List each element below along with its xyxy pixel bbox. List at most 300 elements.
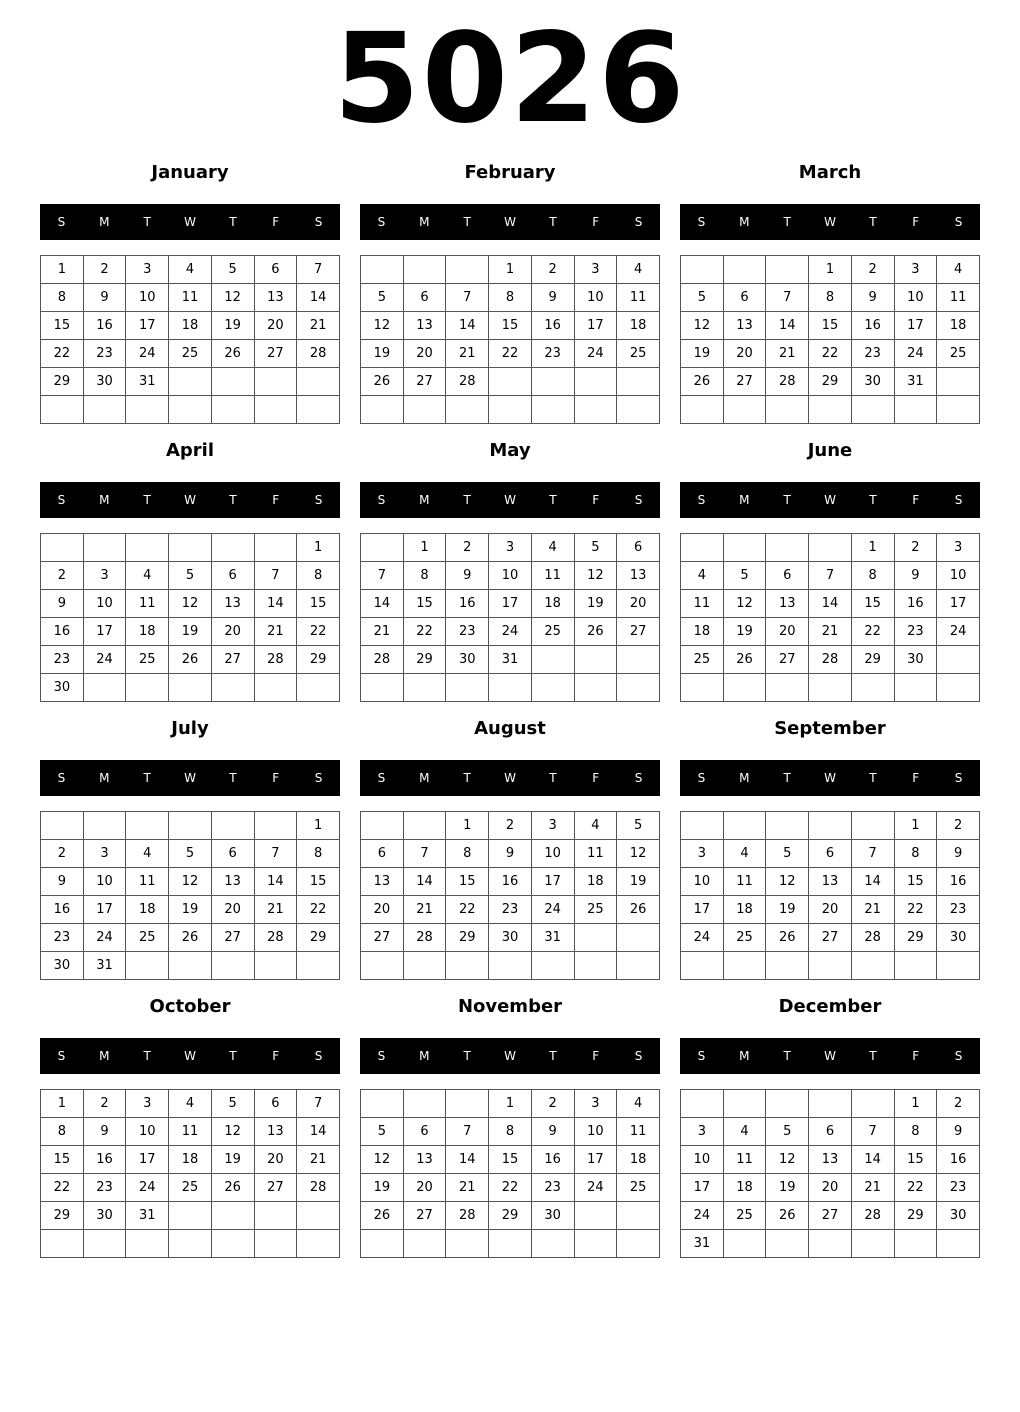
day-cell: 27 — [403, 1202, 446, 1230]
day-cell — [126, 812, 169, 840]
day-cell: 8 — [403, 562, 446, 590]
day-cell: 8 — [851, 562, 894, 590]
weekday-label: S — [954, 493, 963, 507]
day-cell: 14 — [297, 1118, 340, 1146]
day-cell: 22 — [894, 1174, 937, 1202]
day-cell: 17 — [126, 1146, 169, 1174]
week-row — [361, 1090, 660, 1118]
day-cell: 8 — [809, 284, 852, 312]
week-row — [681, 1146, 980, 1174]
day-cell: 11 — [723, 868, 766, 896]
week-row — [361, 590, 660, 618]
week-row — [41, 674, 340, 702]
day-cell — [254, 396, 297, 424]
day-cell — [211, 1230, 254, 1258]
day-cell — [169, 1202, 212, 1230]
day-grid — [360, 1089, 660, 1258]
day-cell: 30 — [851, 368, 894, 396]
day-cell: 17 — [894, 312, 937, 340]
day-cell: 29 — [809, 368, 852, 396]
day-cell — [297, 1202, 340, 1230]
weekday-label: F — [592, 771, 600, 785]
day-cell — [766, 1230, 809, 1258]
weekday-label: F — [912, 1049, 920, 1063]
weekday-label: S — [314, 1049, 323, 1063]
day-cell: 8 — [489, 1118, 532, 1146]
day-cell — [723, 1230, 766, 1258]
day-cell: 30 — [41, 952, 84, 980]
day-cell: 9 — [41, 590, 84, 618]
day-cell: 20 — [766, 618, 809, 646]
day-cell: 25 — [681, 646, 724, 674]
day-cell: 13 — [403, 312, 446, 340]
day-cell: 5 — [169, 840, 212, 868]
day-cell — [809, 1090, 852, 1118]
day-cell: 24 — [83, 646, 126, 674]
day-cell: 27 — [361, 924, 404, 952]
weekday-label: W — [184, 1049, 196, 1063]
day-cell: 9 — [83, 1118, 126, 1146]
weekday-header — [360, 482, 660, 518]
day-cell: 17 — [531, 868, 574, 896]
day-cell: 7 — [297, 256, 340, 284]
day-cell: 9 — [531, 284, 574, 312]
day-cell: 8 — [489, 284, 532, 312]
day-cell — [403, 396, 446, 424]
day-cell: 10 — [83, 868, 126, 896]
day-cell: 18 — [126, 896, 169, 924]
day-cell: 5 — [574, 534, 617, 562]
week-row — [41, 812, 340, 840]
month-name: March — [798, 162, 862, 183]
day-cell: 7 — [446, 1118, 489, 1146]
day-cell: 6 — [766, 562, 809, 590]
day-cell: 30 — [489, 924, 532, 952]
day-grid — [40, 533, 340, 702]
day-cell: 25 — [531, 618, 574, 646]
day-cell: 21 — [809, 618, 852, 646]
weekday-label: W — [184, 493, 196, 507]
weekday-label: F — [912, 771, 920, 785]
month-name: September — [774, 718, 886, 739]
day-cell: 14 — [851, 868, 894, 896]
day-cell: 28 — [766, 368, 809, 396]
day-cell: 10 — [574, 1118, 617, 1146]
day-cell: 12 — [617, 840, 660, 868]
day-cell: 27 — [723, 368, 766, 396]
day-cell — [254, 1230, 297, 1258]
week-row — [361, 1202, 660, 1230]
week-row — [681, 840, 980, 868]
day-cell: 14 — [361, 590, 404, 618]
day-cell: 15 — [894, 1146, 937, 1174]
day-cell: 3 — [681, 840, 724, 868]
day-cell — [169, 674, 212, 702]
day-cell — [681, 534, 724, 562]
day-grid — [360, 533, 660, 702]
day-cell — [531, 646, 574, 674]
day-cell — [41, 396, 84, 424]
week-row — [681, 256, 980, 284]
week-row — [681, 590, 980, 618]
day-cell — [681, 952, 724, 980]
day-cell: 22 — [489, 340, 532, 368]
weekday-label: S — [314, 215, 323, 229]
day-cell: 22 — [894, 896, 937, 924]
day-cell: 21 — [297, 312, 340, 340]
day-cell — [446, 952, 489, 980]
day-cell: 28 — [809, 646, 852, 674]
day-cell: 22 — [41, 1174, 84, 1202]
day-cell: 5 — [617, 812, 660, 840]
day-cell: 28 — [446, 1202, 489, 1230]
day-cell: 17 — [574, 1146, 617, 1174]
week-row — [361, 1118, 660, 1146]
day-cell: 14 — [851, 1146, 894, 1174]
day-cell: 26 — [617, 896, 660, 924]
day-cell: 10 — [126, 1118, 169, 1146]
day-cell: 20 — [809, 1174, 852, 1202]
day-cell: 12 — [169, 590, 212, 618]
day-cell: 9 — [446, 562, 489, 590]
weekday-label: W — [824, 771, 836, 785]
week-row — [681, 340, 980, 368]
day-cell — [723, 1090, 766, 1118]
week-row — [41, 1146, 340, 1174]
weekday-label: S — [697, 771, 706, 785]
day-cell: 27 — [403, 368, 446, 396]
day-cell: 11 — [723, 1146, 766, 1174]
day-cell — [446, 256, 489, 284]
day-cell — [574, 1230, 617, 1258]
day-cell — [766, 952, 809, 980]
day-cell: 17 — [574, 312, 617, 340]
week-row — [41, 312, 340, 340]
day-cell: 23 — [446, 618, 489, 646]
day-cell: 9 — [937, 1118, 980, 1146]
day-cell: 19 — [766, 1174, 809, 1202]
weekday-label: S — [634, 771, 643, 785]
day-cell — [851, 674, 894, 702]
day-cell — [937, 952, 980, 980]
day-cell: 29 — [894, 924, 937, 952]
month-name: October — [149, 996, 231, 1017]
day-cell: 21 — [851, 896, 894, 924]
day-cell — [41, 534, 84, 562]
day-cell — [937, 646, 980, 674]
day-cell — [361, 256, 404, 284]
week-row — [681, 562, 980, 590]
day-cell: 13 — [617, 562, 660, 590]
week-row — [361, 674, 660, 702]
week-row — [361, 924, 660, 952]
day-cell: 18 — [681, 618, 724, 646]
day-cell — [723, 534, 766, 562]
week-row — [41, 618, 340, 646]
day-cell: 19 — [211, 312, 254, 340]
day-cell: 7 — [446, 284, 489, 312]
day-cell: 19 — [169, 896, 212, 924]
day-cell: 16 — [531, 1146, 574, 1174]
day-cell: 3 — [83, 562, 126, 590]
day-cell: 2 — [531, 1090, 574, 1118]
day-cell: 12 — [723, 590, 766, 618]
day-cell: 11 — [169, 284, 212, 312]
day-cell: 12 — [766, 868, 809, 896]
weekday-header — [40, 760, 340, 796]
day-cell: 14 — [297, 284, 340, 312]
weekday-label: S — [57, 215, 66, 229]
day-cell — [254, 534, 297, 562]
day-cell: 18 — [169, 1146, 212, 1174]
day-cell: 19 — [766, 896, 809, 924]
day-cell — [809, 952, 852, 980]
day-cell: 21 — [766, 340, 809, 368]
day-cell: 19 — [723, 618, 766, 646]
day-cell: 15 — [297, 868, 340, 896]
day-cell: 22 — [809, 340, 852, 368]
weekday-label: F — [272, 215, 280, 229]
day-cell: 2 — [41, 840, 84, 868]
day-cell: 25 — [126, 924, 169, 952]
day-cell — [851, 952, 894, 980]
day-cell: 6 — [809, 1118, 852, 1146]
day-cell: 27 — [617, 618, 660, 646]
weekday-label: W — [504, 771, 516, 785]
weekday-label: T — [229, 215, 237, 229]
day-grid — [680, 811, 980, 980]
week-row — [41, 590, 340, 618]
day-cell: 23 — [531, 1174, 574, 1202]
day-cell — [361, 1090, 404, 1118]
day-cell: 25 — [126, 646, 169, 674]
weekday-label: M — [99, 1049, 110, 1063]
day-cell: 11 — [126, 868, 169, 896]
weekday-label: F — [592, 215, 600, 229]
day-cell: 11 — [617, 284, 660, 312]
weekday-label: W — [824, 215, 836, 229]
day-cell: 17 — [83, 618, 126, 646]
week-row — [361, 840, 660, 868]
day-cell: 15 — [809, 312, 852, 340]
day-cell: 25 — [723, 1202, 766, 1230]
day-cell — [766, 256, 809, 284]
week-row — [361, 256, 660, 284]
day-cell: 13 — [254, 1118, 297, 1146]
day-cell: 3 — [937, 534, 980, 562]
day-cell: 16 — [41, 618, 84, 646]
week-row — [681, 1230, 980, 1258]
week-row — [361, 312, 660, 340]
weekday-label: S — [377, 493, 386, 507]
day-cell: 17 — [681, 1174, 724, 1202]
day-cell: 24 — [681, 924, 724, 952]
day-cell: 4 — [531, 534, 574, 562]
day-cell: 23 — [41, 646, 84, 674]
weekday-header — [360, 760, 660, 796]
day-cell — [83, 396, 126, 424]
weekday-label: M — [99, 493, 110, 507]
week-row — [361, 340, 660, 368]
day-cell: 13 — [211, 590, 254, 618]
week-row — [681, 812, 980, 840]
day-cell: 20 — [211, 896, 254, 924]
day-cell — [894, 396, 937, 424]
weekday-label: M — [99, 771, 110, 785]
day-cell: 11 — [169, 1118, 212, 1146]
day-cell: 25 — [617, 1174, 660, 1202]
day-cell — [617, 368, 660, 396]
day-cell: 31 — [126, 368, 169, 396]
day-cell: 7 — [254, 562, 297, 590]
day-cell: 21 — [446, 340, 489, 368]
day-cell: 11 — [937, 284, 980, 312]
day-cell: 1 — [41, 1090, 84, 1118]
day-cell: 7 — [851, 1118, 894, 1146]
day-cell — [937, 1230, 980, 1258]
day-cell: 26 — [574, 618, 617, 646]
day-cell: 10 — [894, 284, 937, 312]
day-cell: 26 — [361, 368, 404, 396]
day-cell: 26 — [681, 368, 724, 396]
day-cell: 11 — [574, 840, 617, 868]
weekday-header — [680, 1038, 980, 1074]
day-cell: 9 — [83, 284, 126, 312]
day-cell: 5 — [723, 562, 766, 590]
day-cell — [574, 368, 617, 396]
day-cell: 14 — [254, 590, 297, 618]
weekday-label: T — [549, 215, 557, 229]
month-name: April — [165, 440, 215, 461]
day-cell: 13 — [211, 868, 254, 896]
week-row — [41, 284, 340, 312]
day-cell: 9 — [489, 840, 532, 868]
day-cell — [403, 256, 446, 284]
day-cell: 17 — [126, 312, 169, 340]
week-row — [41, 396, 340, 424]
day-cell: 5 — [361, 284, 404, 312]
day-cell — [723, 256, 766, 284]
week-row — [41, 1230, 340, 1258]
week-row — [681, 534, 980, 562]
weekday-label: T — [783, 493, 791, 507]
day-cell — [574, 952, 617, 980]
day-cell — [851, 1230, 894, 1258]
week-row — [681, 674, 980, 702]
day-cell: 28 — [254, 646, 297, 674]
day-cell: 29 — [489, 1202, 532, 1230]
day-cell — [254, 1202, 297, 1230]
day-cell: 8 — [297, 840, 340, 868]
day-cell — [489, 1230, 532, 1258]
day-cell — [574, 1202, 617, 1230]
day-cell — [681, 812, 724, 840]
day-cell: 23 — [83, 340, 126, 368]
day-cell: 23 — [83, 1174, 126, 1202]
day-cell: 3 — [83, 840, 126, 868]
day-cell — [361, 1230, 404, 1258]
day-cell: 24 — [126, 340, 169, 368]
day-cell — [254, 368, 297, 396]
week-row — [41, 840, 340, 868]
day-cell: 11 — [126, 590, 169, 618]
week-row — [361, 646, 660, 674]
day-cell: 30 — [894, 646, 937, 674]
day-cell — [126, 674, 169, 702]
day-cell: 29 — [41, 1202, 84, 1230]
day-cell: 21 — [254, 896, 297, 924]
day-cell: 18 — [531, 590, 574, 618]
week-row — [361, 562, 660, 590]
day-cell: 1 — [297, 534, 340, 562]
day-cell: 18 — [574, 868, 617, 896]
weekday-label: F — [272, 493, 280, 507]
day-cell: 11 — [617, 1118, 660, 1146]
day-cell: 13 — [254, 284, 297, 312]
week-row — [361, 896, 660, 924]
weekday-label: W — [184, 771, 196, 785]
day-cell — [937, 396, 980, 424]
day-cell: 13 — [766, 590, 809, 618]
day-cell — [809, 812, 852, 840]
day-cell: 14 — [446, 1146, 489, 1174]
day-cell: 4 — [169, 1090, 212, 1118]
day-cell: 10 — [489, 562, 532, 590]
day-cell — [403, 812, 446, 840]
week-row — [681, 646, 980, 674]
day-cell: 31 — [83, 952, 126, 980]
day-grid — [40, 1089, 340, 1258]
weekday-label: T — [229, 493, 237, 507]
week-row — [41, 1090, 340, 1118]
day-cell — [937, 674, 980, 702]
day-grid — [680, 255, 980, 424]
weekday-label: S — [954, 771, 963, 785]
day-grid — [680, 533, 980, 702]
day-cell — [297, 1230, 340, 1258]
day-cell: 8 — [446, 840, 489, 868]
week-row — [681, 1202, 980, 1230]
day-cell: 19 — [361, 1174, 404, 1202]
day-cell — [851, 1090, 894, 1118]
weekday-label: M — [419, 771, 430, 785]
day-cell: 15 — [489, 312, 532, 340]
day-cell: 23 — [41, 924, 84, 952]
weekday-label: F — [272, 1049, 280, 1063]
day-cell — [851, 812, 894, 840]
day-cell — [617, 1202, 660, 1230]
day-cell: 1 — [809, 256, 852, 284]
weekday-label: T — [229, 1049, 237, 1063]
week-row — [681, 618, 980, 646]
weekday-label: S — [377, 215, 386, 229]
day-cell: 6 — [403, 284, 446, 312]
weekday-label: M — [419, 1049, 430, 1063]
day-cell: 26 — [211, 1174, 254, 1202]
day-cell — [723, 952, 766, 980]
day-cell — [211, 534, 254, 562]
weekday-label: S — [954, 215, 963, 229]
day-cell: 25 — [617, 340, 660, 368]
day-cell: 24 — [574, 340, 617, 368]
day-cell — [361, 534, 404, 562]
day-cell: 8 — [894, 840, 937, 868]
week-row — [361, 868, 660, 896]
week-row — [41, 340, 340, 368]
day-cell: 27 — [809, 1202, 852, 1230]
day-cell — [766, 534, 809, 562]
day-cell: 4 — [574, 812, 617, 840]
